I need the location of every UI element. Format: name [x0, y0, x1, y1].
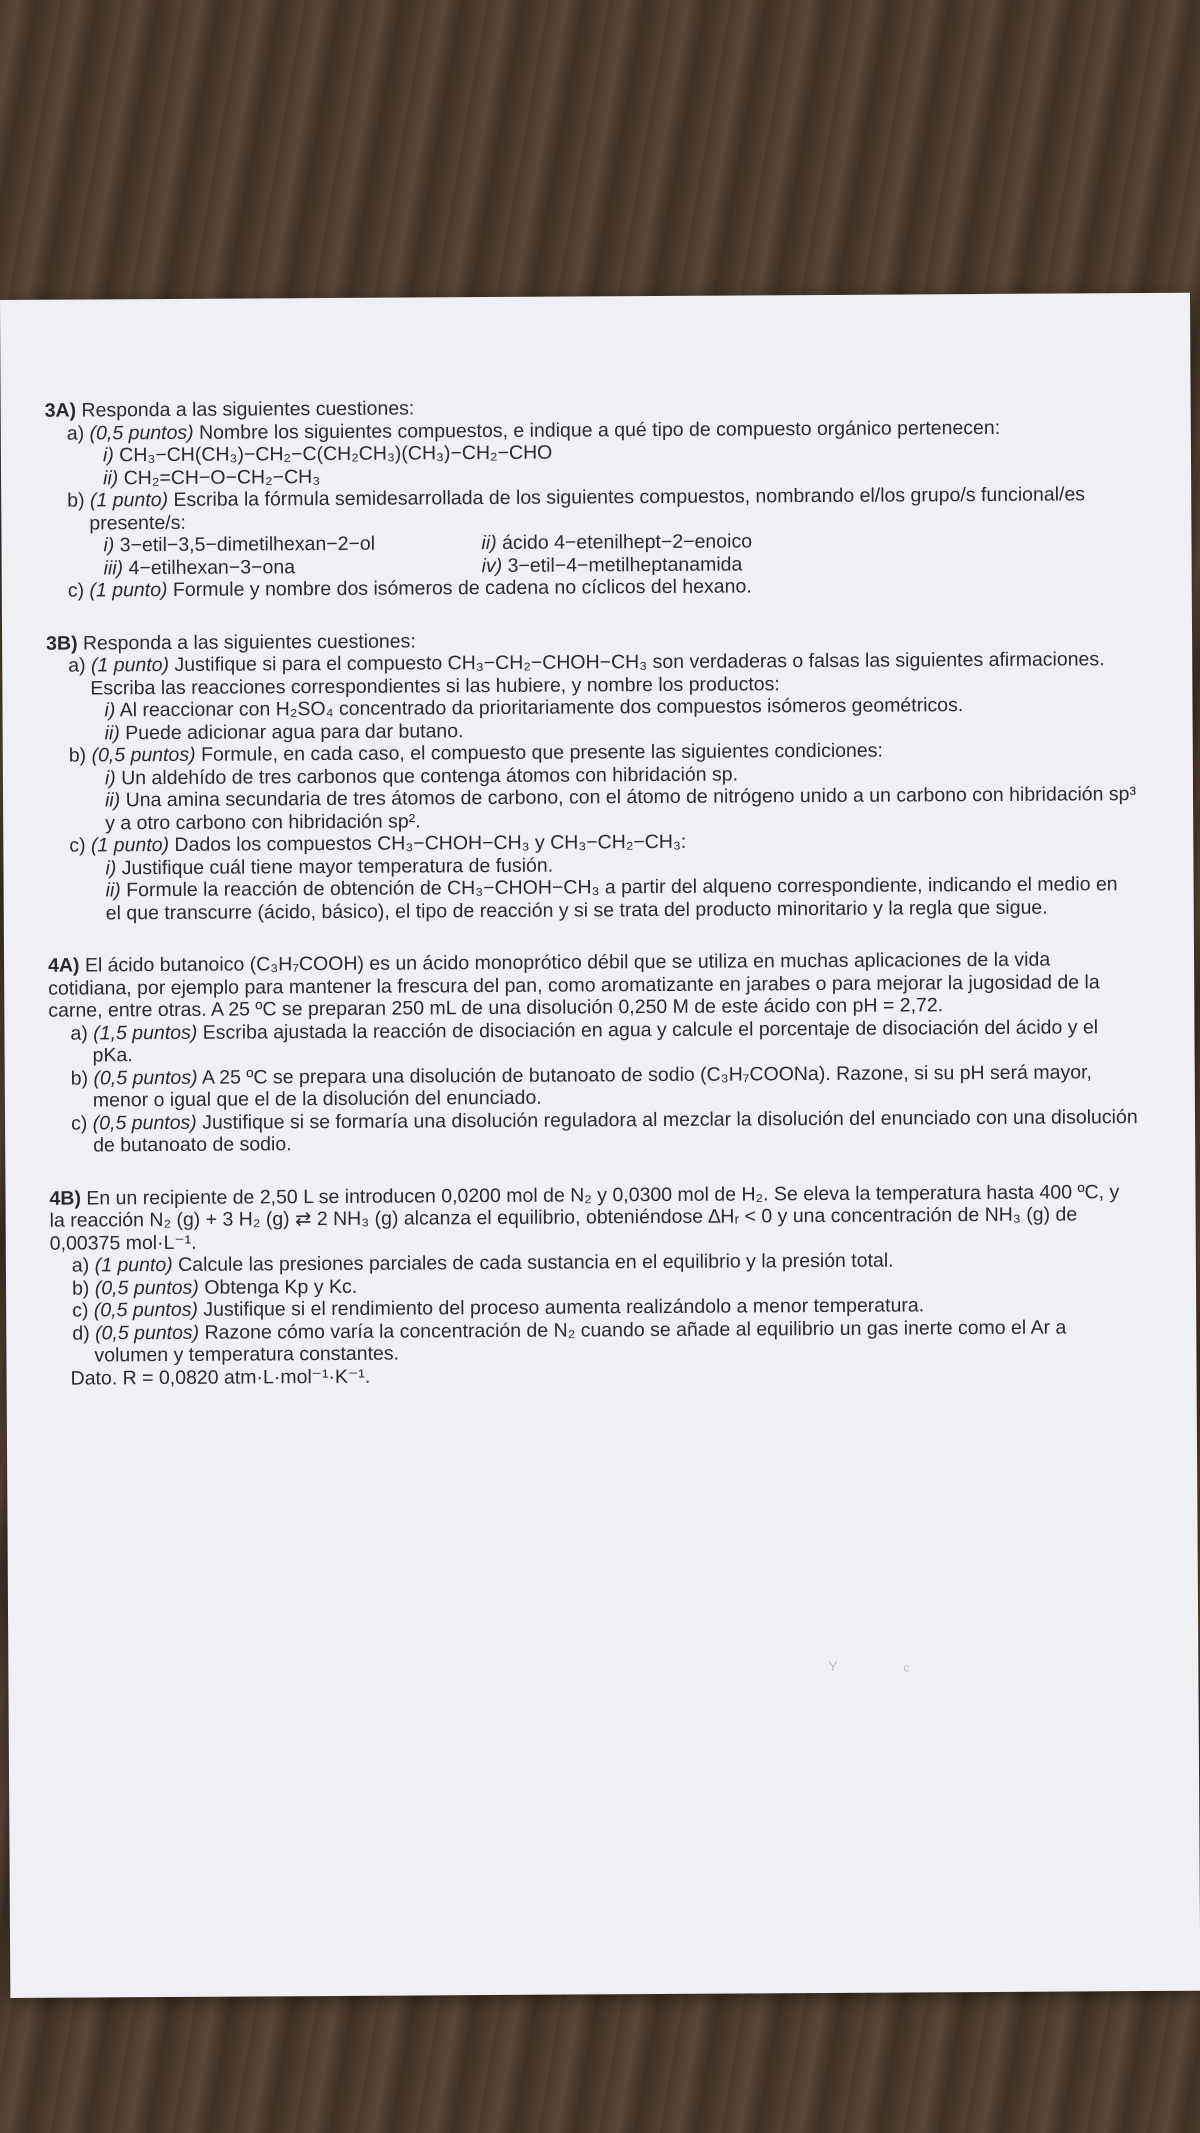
subitem: i) Un aldehído de tres carbonos que contenga átomos con hibridación sp. [104, 763, 739, 789]
question-label: 4B) [49, 1187, 81, 1210]
subitem-row: iii) 4−etilhexan−3−ona iv) 3−etil−4−metilheptanamida [103, 552, 743, 579]
question-3B [46, 626, 1138, 925]
question-label: 3B) [46, 632, 78, 655]
pencil-mark: c [903, 1660, 910, 1675]
question-3A [45, 393, 1136, 602]
question-label: 3A) [44, 399, 77, 422]
question-4B [49, 1181, 1140, 1390]
subitem: i) CH₃−CH(CH₃)−CH₂−C(CH₂CH₃)(CH₃)−CH₂−CHO [102, 441, 553, 467]
item-c: c) (0,5 puntos) Justifique si el rendimiento del proceso aumenta realizándolo a menor temperatura. [72, 1294, 925, 1322]
item-b: b) (0,5 puntos) Formule, en cada caso, el compuesto que presente las siguientes condiciones: [68, 739, 883, 767]
item-d: d) (0,5 puntos) Razone cómo varía la concentración de N₂ cuando se añade al equilibrio un gas inerte como el Ar a volumen y temperatura constantes. [72, 1316, 1067, 1367]
item-c: c) (1 punto) Formule y nombre dos isómeros de cadena no cíclicos del hexano. [67, 575, 752, 602]
subitem: ii) Formule la reacción de obtención de CH₃−CHOH−CH₃ a partir del alqueno correspondiente, indicando el medio en el que transcurre (ácido, básico), el tipo de reacción y si se trata del producto minoritario y la regla que sigue. [105, 873, 1118, 924]
question-intro: El ácido butanoico (C₃H₇COOH) es un ácido monoprótico débil que se utiliza en muchas aplicaciones de la vida cotidiana, por ejemplo para mantener la frescura del pan, como aromatizante en jarabes o para mejorar la jugosidad de la carne, entre otras. A 25 ºC se preparan 250 mL de una disolución 0,250 M de este ácido con pH = 2,72. [48, 948, 1100, 1022]
item-b: b) (0,5 puntos) Obtenga Kp y Kc. [71, 1275, 358, 1300]
subitem: ii) CH₂=CH−O−CH₂−CH₃ [103, 465, 321, 489]
item-a: a) (1,5 puntos) Escriba ajustada la reacción de disociación en agua y calcule el porcentaje de disociación del ácido y el pKa. [70, 1015, 1099, 1067]
pencil-mark: Y [828, 1657, 838, 1674]
subitem: ii) Una amina secundaria de tres átomos de carbono, con el átomo de nitrógeno unido a un carbono con hibridación sp³ y a otro carbono con hibridación sp². [104, 783, 1137, 834]
item-c: c) (0,5 puntos) Justifique si se formaría una disolución reguladora al mezclar la disolución del enunciado con una disolución de butanoato de sodio. [70, 1105, 1138, 1157]
item-b: b) (1 punto) Escriba la fórmula semidesarrollada de los siguientes compuestos, nombrando el/los grupo/s funcional/es presente/s: [67, 483, 1086, 534]
item-a: a) (1 punto) Calcule las presiones parciales de cada sustancia en el equilibrio y la presión total. [71, 1249, 894, 1277]
subitem: i) Al reaccionar con H₂SO₄ concentrado da prioritariamente dos compuestos isómeros geométricos. [104, 694, 964, 722]
item-a: a) (1 punto) Justifique si para el compuesto CH₃−CH₂−CHOH−CH₃ son verdaderas o falsas las siguientes afirmaciones. Escriba las reacciones correspondientes si las hubiere, y nombre los productos: [68, 648, 1105, 699]
exam-sheet [0, 293, 1200, 1998]
question-intro: En un recipiente de 2,50 L se introducen 0,0200 mol de N₂ y 0,0300 mol de H₂. Se eleva la temperatura hasta 400 ºC, y la reacción N₂ (g) + 3 H₂ (g) ⇄ 2 NH₃ (g) alcanza el equilibrio, obteniéndose ∆Hᵣ < 0 y una concentración de NH₃ (g) de 0,00375 mol·L⁻¹. [49, 1180, 1120, 1255]
exam-content [45, 393, 1141, 1420]
question-label: 4A) [48, 954, 80, 977]
question-4A [48, 948, 1139, 1157]
data-note: Dato. R = 0,0820 atm·L·mol⁻¹·K⁻¹. [70, 1365, 371, 1390]
subitem: ii) Puede adicionar agua para dar butano. [104, 719, 464, 744]
item-b: b) (0,5 puntos) A 25 ºC se prepara una disolución de butanoato de sodio (C₃H₇COONa). Razone, si su pH será mayor, menor o igual que el de la disolución del enunciado. [70, 1060, 1092, 1112]
item-a: a) (0,5 puntos) Nombre los siguientes compuestos, e indique a qué tipo de compuesto orgánico pertenecen: [66, 416, 1001, 445]
question-intro: Responda a las siguientes cuestiones: [82, 629, 416, 654]
subitem-row: i) 3−etil−3,5−dimetilhexan−2−ol ii) ácido 4−etenilhept−2−enoico [103, 530, 753, 557]
subitem: i) Justifique cuál tiene mayor temperatura de fusión. [105, 854, 554, 879]
question-intro: Responda a las siguientes cuestiones: [81, 397, 415, 422]
item-c: c) (1 punto) Dados los compuestos CH₃−CHOH−CH₃ y CH₃−CH₂−CH₃: [69, 830, 687, 857]
